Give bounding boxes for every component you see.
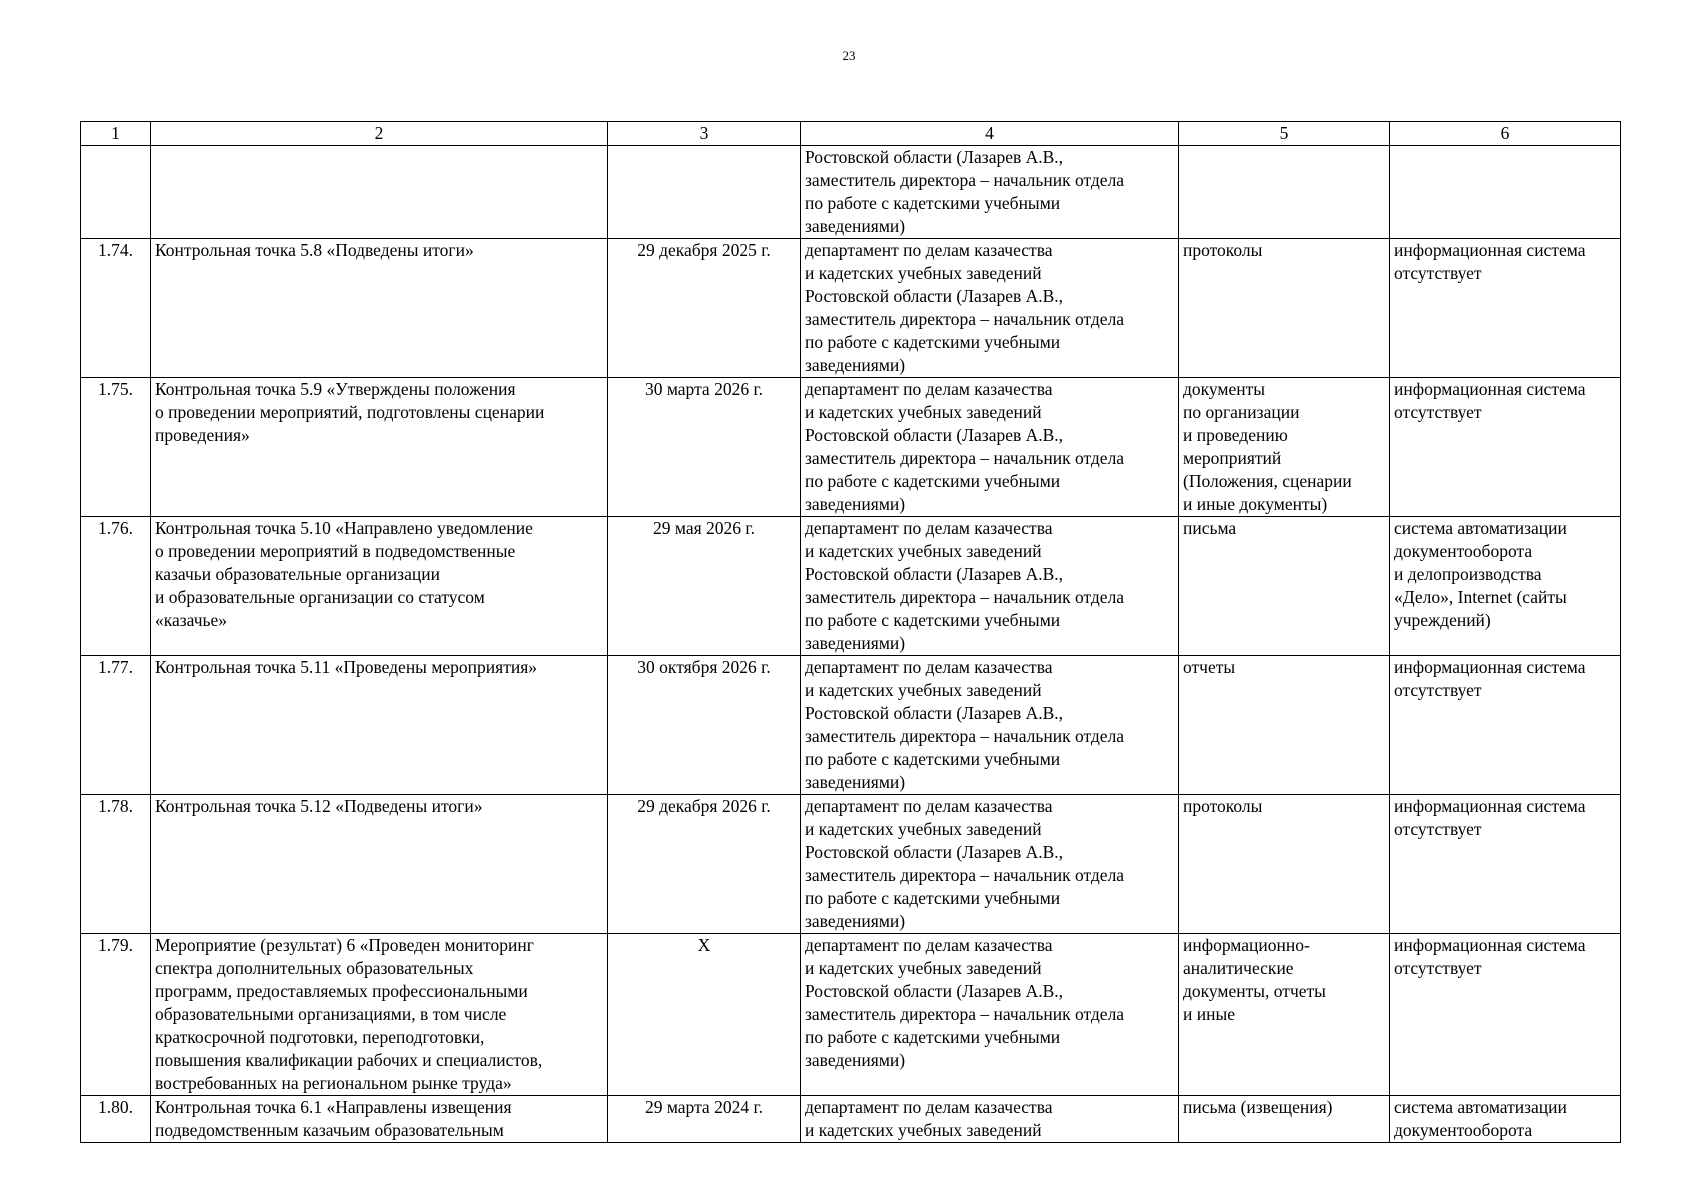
table-row-continuation: [81, 146, 1621, 239]
cell-date: 29 декабря 2026 г.: [608, 795, 801, 934]
cell-responsible: департамент по делам казачества и кадетских учебных заведений Ростовской области (Лазарев А.В., заместитель директора – начальник отдела по работе с кадетскими учебными заведениями): [801, 378, 1179, 517]
cell-system: информационная система отсутствует: [1390, 239, 1621, 378]
cell-name: Контрольная точка 5.11 «Проведены мероприятия»: [151, 656, 608, 795]
cell-name: Контрольная точка 5.10 «Направлено уведомление о проведении мероприятий в подведомственные казачьи образовательные организации и образовательные организации со статусом «казачье»: [151, 517, 608, 656]
cell-date: 30 октября 2026 г.: [608, 656, 801, 795]
cell-date: 29 марта 2024 г.: [608, 1096, 801, 1143]
cell-responsible: Ростовской области (Лазарев А.В., заместитель директора – начальник отдела по работе с кадетскими учебными заведениями): [801, 146, 1179, 239]
cell-date: [608, 146, 801, 239]
cell-responsible: департамент по делам казачества и кадетских учебных заведений: [801, 1096, 1179, 1143]
table-header-row: [81, 122, 1621, 146]
cell-document: документы по организации и проведению мероприятий (Положения, сценарии и иные документы): [1179, 378, 1390, 517]
table-row: [81, 517, 1621, 656]
cell-document: письма: [1179, 517, 1390, 656]
cell-system: система автоматизации документооборота и делопроизводства «Дело», Internet (сайты учреждений): [1390, 517, 1621, 656]
cell-responsible: департамент по делам казачества и кадетских учебных заведений Ростовской области (Лазарев А.В., заместитель директора – начальник отдела по работе с кадетскими учебными заведениями): [801, 795, 1179, 934]
column-header: 2: [151, 122, 608, 146]
cell-date: 29 декабря 2025 г.: [608, 239, 801, 378]
cell-number: 1.75.: [81, 378, 151, 517]
cell-name: Контрольная точка 5.9 «Утверждены положения о проведении мероприятий, подготовлены сценарии проведения»: [151, 378, 608, 517]
cell-responsible: департамент по делам казачества и кадетских учебных заведений Ростовской области (Лазарев А.В., заместитель директора – начальник отдела по работе с кадетскими учебными заведениями): [801, 656, 1179, 795]
cell-name: Контрольная точка 5.12 «Подведены итоги»: [151, 795, 608, 934]
cell-number: 1.76.: [81, 517, 151, 656]
cell-document: [1179, 146, 1390, 239]
column-header: 5: [1179, 122, 1390, 146]
column-header: 1: [81, 122, 151, 146]
table-row: [81, 795, 1621, 934]
cell-date: 29 мая 2026 г.: [608, 517, 801, 656]
cell-system: информационная система отсутствует: [1390, 795, 1621, 934]
cell-number: [81, 146, 151, 239]
column-header: 6: [1390, 122, 1621, 146]
table-row: [81, 378, 1621, 517]
cell-number: 1.77.: [81, 656, 151, 795]
table-row: [81, 656, 1621, 795]
cell-date: 30 марта 2026 г.: [608, 378, 801, 517]
cell-name: [151, 146, 608, 239]
cell-responsible: департамент по делам казачества и кадетских учебных заведений Ростовской области (Лазарев А.В., заместитель директора – начальник отдела по работе с кадетскими учебными заведениями): [801, 517, 1179, 656]
table-row: [81, 239, 1621, 378]
column-header: 4: [801, 122, 1179, 146]
cell-document: письма (извещения): [1179, 1096, 1390, 1143]
cell-document: протоколы: [1179, 795, 1390, 934]
cell-number: 1.79.: [81, 934, 151, 1096]
cell-document: информационно- аналитические документы, отчеты и иные: [1179, 934, 1390, 1096]
cell-responsible: департамент по делам казачества и кадетских учебных заведений Ростовской области (Лазарев А.В., заместитель директора – начальник отдела по работе с кадетскими учебными заведениями): [801, 239, 1179, 378]
cell-number: 1.74.: [81, 239, 151, 378]
table-row: [81, 1096, 1621, 1143]
table-row: [81, 934, 1621, 1096]
cell-number: 1.80.: [81, 1096, 151, 1143]
cell-document: отчеты: [1179, 656, 1390, 795]
cell-system: [1390, 146, 1621, 239]
cell-document: протоколы: [1179, 239, 1390, 378]
plan-table: [80, 121, 1621, 1143]
page-number: 23: [842, 48, 856, 63]
cell-system: информационная система отсутствует: [1390, 934, 1621, 1096]
cell-system: информационная система отсутствует: [1390, 656, 1621, 795]
cell-system: система автоматизации документооборота: [1390, 1096, 1621, 1143]
cell-date: Х: [608, 934, 801, 1096]
cell-responsible: департамент по делам казачества и кадетских учебных заведений Ростовской области (Лазарев А.В., заместитель директора – начальник отдела по работе с кадетскими учебными заведениями): [801, 934, 1179, 1096]
cell-system: информационная система отсутствует: [1390, 378, 1621, 517]
cell-name: Контрольная точка 5.8 «Подведены итоги»: [151, 239, 608, 378]
cell-number: 1.78.: [81, 795, 151, 934]
column-header: 3: [608, 122, 801, 146]
cell-name: Контрольная точка 6.1 «Направлены извещения подведомственным казачьим образовательным: [151, 1096, 608, 1143]
cell-name: Мероприятие (результат) 6 «Проведен мониторинг спектра дополнительных образовательных программ, предоставляемых профессиональными образовательными организациями, в том числе краткосрочной подготовки, переподготовки, повышения квалификации рабочих и специалистов, востребованных на региональном рынке труда»: [151, 934, 608, 1096]
